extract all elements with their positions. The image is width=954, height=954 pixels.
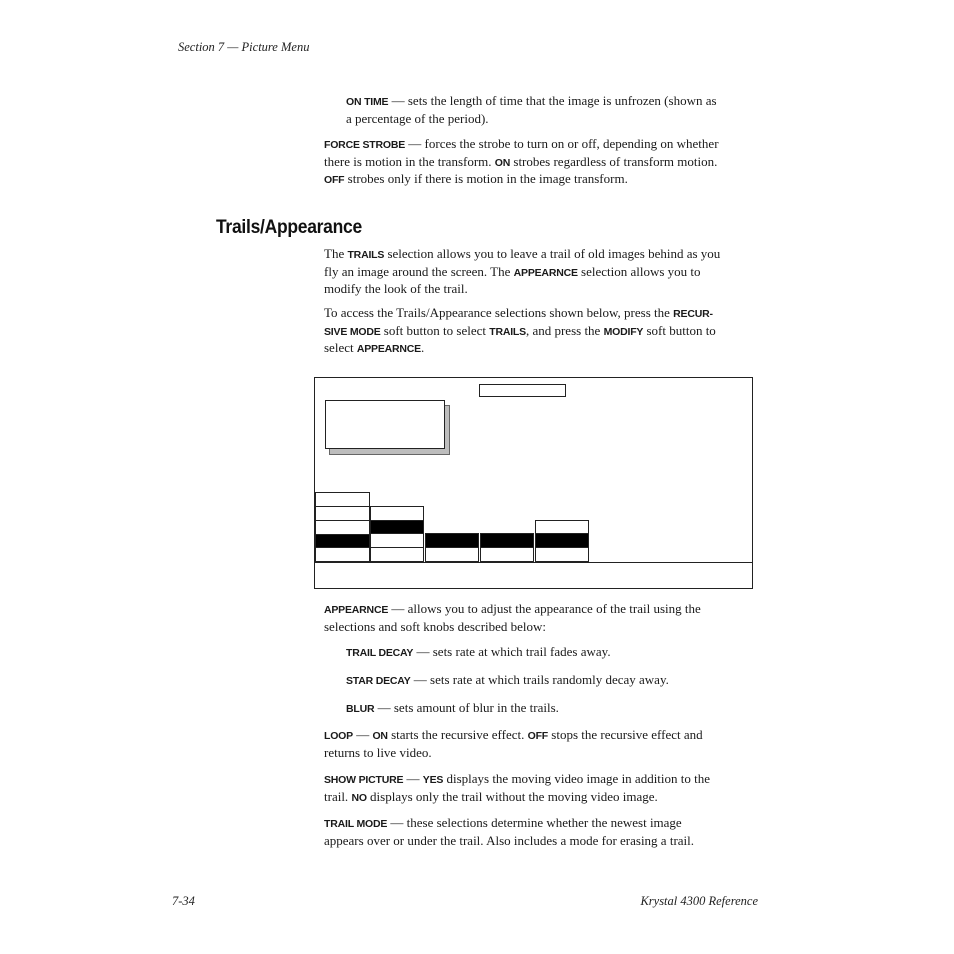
trail-mode-paragraph: TRAIL MODE — these selections determine whether the newest image appears over or under the trail. Also includes a mode for erasing a trail. (324, 815, 695, 848)
trails-intro-paragraph: The TRAILS selection allows you to leave a trail of old images behind as you fly an image around the screen. The APPEARNCE selection allows you to modify the look of the trail. (324, 246, 721, 297)
soft-button-col2-2-selected[interactable] (370, 520, 424, 534)
running-header: Section 7 — Picture Menu (178, 40, 310, 54)
soft-knob-col5-3[interactable] (535, 547, 589, 562)
appearnce-paragraph: APPEARNCE — allows you to adjust the appearance of the trail using the selections and soft knobs described below: (324, 601, 701, 634)
menu-diagram (314, 377, 753, 589)
on-time-term: ON TIME (346, 96, 389, 108)
show-picture-paragraph: SHOW PICTURE — YES displays the moving video image in addition to the trail. NO displays only the trail without the moving video image. (324, 771, 711, 804)
loop-term: LOOP (324, 730, 353, 742)
soft-knob-col5-1[interactable] (535, 520, 589, 534)
soft-button-col2-3[interactable] (370, 533, 424, 548)
soft-button-col1-3[interactable] (315, 520, 370, 535)
soft-knob-col4-selected[interactable] (480, 533, 534, 548)
blur-term: BLUR (346, 703, 375, 715)
section-heading: Trails/Appearance (216, 217, 362, 238)
soft-button-col2-4[interactable] (370, 547, 424, 562)
blur-paragraph: BLUR — sets amount of blur in the trails. (346, 700, 559, 715)
running-footer-title: Krystal 4300 Reference (640, 894, 758, 908)
trail-decay-term: TRAIL DECAY (346, 647, 414, 659)
force-strobe-term: FORCE STROBE (324, 139, 406, 151)
menu-title-box (479, 384, 566, 397)
show-picture-term: SHOW PICTURE (324, 774, 404, 786)
access-paragraph: To access the Trails/Appearance selections shown below, press the RECUR- SIVE MODE soft button to select TRAILS, and press the MODIFY soft button to select APPEARNCE. (324, 305, 716, 356)
star-decay-term: STAR DECAY (346, 675, 411, 687)
loop-paragraph: LOOP — ON starts the recursive effect. OFF stops the recursive effect and returns to live video. (324, 727, 703, 760)
star-decay-paragraph: STAR DECAY — sets rate at which trails randomly decay away. (346, 672, 669, 687)
soft-knob-col4-2[interactable] (480, 547, 534, 562)
page-number: 7-34 (172, 894, 195, 908)
soft-knob-col3-2[interactable] (425, 547, 479, 562)
force-strobe-paragraph: FORCE STROBE — forces the strobe to turn on or off, depending on whether there is motion in the transform. ON strobes regardless of transform motion. OFF strobes only if there is motion in the image transform. (324, 136, 719, 187)
on-time-paragraph: ON TIME — sets the length of time that the image is unfrozen (shown as a percentage of the period). (346, 93, 717, 126)
soft-knob-col3-selected[interactable] (425, 533, 479, 548)
soft-button-col1-2[interactable] (315, 506, 370, 521)
soft-knob-col5-selected[interactable] (535, 533, 589, 548)
soft-button-col1-1[interactable] (315, 492, 370, 507)
soft-button-col1-4-selected[interactable] (315, 534, 370, 548)
trail-mode-term: TRAIL MODE (324, 818, 388, 830)
menu-divider-line (315, 562, 752, 563)
trail-decay-paragraph: TRAIL DECAY — sets rate at which trail fades away. (346, 644, 611, 659)
appearnce-term: APPEARNCE (324, 604, 389, 616)
soft-button-col2-1[interactable] (370, 506, 424, 521)
info-box (325, 400, 445, 449)
soft-button-col1-5[interactable] (315, 547, 370, 562)
